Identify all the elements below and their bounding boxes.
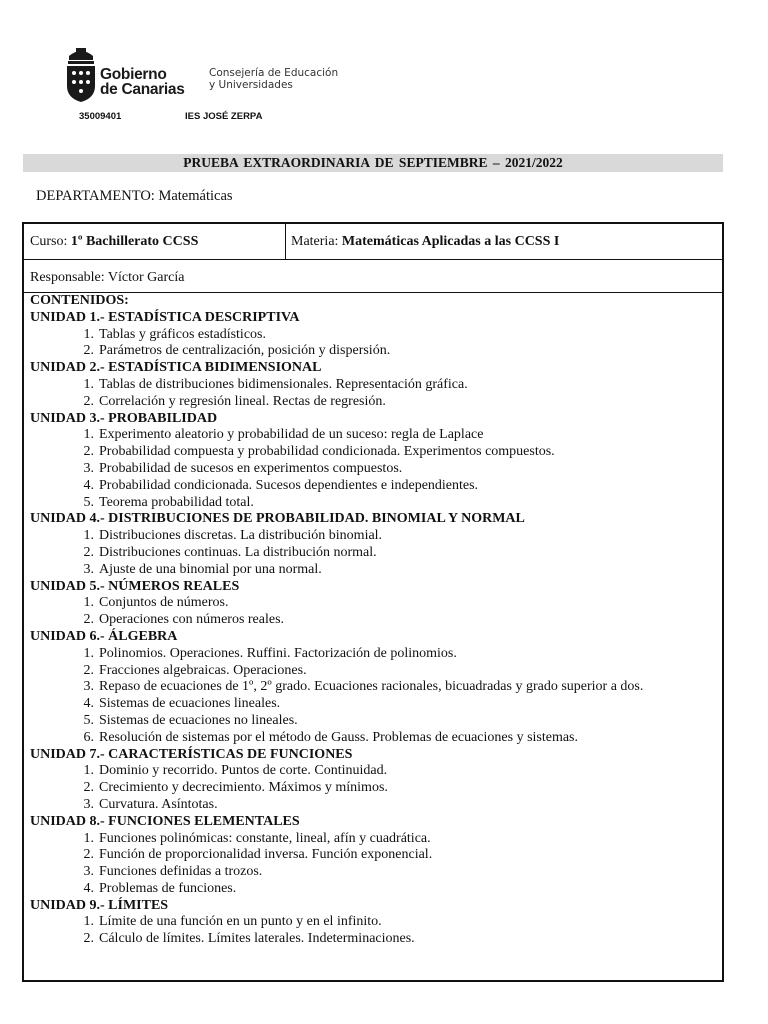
list-item-number: 3.	[83, 460, 94, 476]
subject-value: Matemáticas Aplicadas a las CCSS I	[341, 234, 560, 249]
list-item	[30, 444, 718, 461]
course-value: 1º Bachillerato CCSS	[70, 234, 199, 249]
unit-heading: UNIDAD 6.- ÁLGEBRA	[30, 628, 178, 644]
list-item	[30, 763, 718, 780]
list-item-number: 2.	[83, 444, 94, 460]
list-item-text: Distribuciones discretas. La distribución binomial.	[99, 528, 383, 544]
list-item	[30, 495, 718, 512]
list-item-text: Problemas de funciones.	[99, 880, 237, 896]
list-item	[30, 646, 718, 663]
list-item-text: Funciones polinómicas: constante, lineal, afín y cuadrática.	[99, 830, 431, 846]
list-item-text: Operaciones con números reales.	[99, 612, 285, 628]
list-item	[30, 343, 718, 360]
list-item-text: Sistemas de ecuaciones lineales.	[99, 696, 281, 712]
list-item	[30, 528, 718, 545]
list-item	[30, 730, 718, 747]
list-item-text: Sistemas de ecuaciones no lineales.	[99, 712, 298, 728]
list-item-text: Fracciones algebraicas. Operaciones.	[99, 662, 307, 678]
ministry-line1: Consejería de Educación	[209, 67, 339, 79]
list-item	[30, 679, 718, 696]
list-item-number: 2.	[83, 847, 94, 863]
list-item-number: 3.	[83, 864, 94, 880]
contents-heading: CONTENIDOS:	[30, 293, 129, 308]
list-item	[30, 797, 718, 814]
unit-heading: UNIDAD 2.- ESTADÍSTICA BIDIMENSIONAL	[30, 360, 322, 376]
list-item-text: Límite de una función en un punto y en el infinito.	[99, 914, 382, 930]
government-name	[100, 67, 185, 97]
unit-heading: UNIDAD 9.- LÍMITES	[30, 897, 169, 913]
list-item	[30, 478, 718, 495]
list-item	[30, 612, 718, 629]
ministry-line2: y Universidades	[209, 78, 293, 91]
list-item-number: 1.	[83, 326, 94, 342]
list-item-number: 2.	[83, 343, 94, 359]
list-item-number: 3.	[83, 796, 94, 812]
list-item-number: 1.	[83, 376, 94, 392]
government-name-line1: Gobierno	[100, 66, 167, 83]
ministry-name	[209, 68, 338, 91]
course-info-table	[22, 222, 724, 982]
list-item-text: Tablas de distribuciones bidimensionales. Representación gráfica.	[99, 376, 468, 392]
course-cell	[24, 224, 286, 259]
list-item-text: Experimento aleatorio y probabilidad de un suceso: regla de Laplace	[99, 427, 484, 443]
list-item-text: Cálculo de límites. Límites laterales. Indeterminaciones.	[99, 931, 415, 947]
center-name: IES JOSÉ ZERPA	[185, 111, 263, 122]
department-line: DEPARTAMENTO: Matemáticas	[36, 188, 233, 204]
list-item-number: 1.	[83, 427, 94, 443]
list-item	[30, 696, 718, 713]
list-item-text: Probabilidad condicionada. Sucesos dependientes e independientes.	[99, 477, 479, 493]
list-item-number: 3.	[83, 679, 94, 695]
list-item-text: Resolución de sistemas por el método de Gauss. Problemas de ecuaciones y sistemas.	[99, 729, 579, 745]
unit-heading: UNIDAD 1.- ESTADÍSTICA DESCRIPTIVA	[30, 309, 300, 325]
list-item-text: Tablas y gráficos estadísticos.	[99, 326, 266, 342]
list-item	[30, 780, 718, 797]
list-item-text: Función de proporcionalidad inversa. Función exponencial.	[99, 847, 433, 863]
responsible-row: Responsable: Víctor García	[24, 260, 722, 293]
list-item	[30, 562, 718, 579]
list-item	[30, 427, 718, 444]
course-label: Curso:	[30, 234, 71, 249]
list-item-number: 2.	[83, 662, 94, 678]
list-item-text: Ajuste de una binomial por una normal.	[99, 561, 322, 577]
unit-heading: UNIDAD 8.- FUNCIONES ELEMENTALES	[30, 813, 300, 829]
list-item-text: Correlación y regresión lineal. Rectas de regresión.	[99, 393, 386, 409]
list-item-number: 1.	[83, 830, 94, 846]
list-item	[30, 394, 718, 411]
list-item-number: 4.	[83, 880, 94, 896]
list-item	[30, 595, 718, 612]
list-item	[30, 864, 718, 881]
list-item-number: 1.	[83, 763, 94, 779]
list-item	[30, 713, 718, 730]
list-item	[30, 377, 718, 394]
list-item-number: 5.	[83, 712, 94, 728]
list-item-number: 1.	[83, 528, 94, 544]
list-item-number: 2.	[83, 544, 94, 560]
list-item	[30, 663, 718, 680]
unit-heading: UNIDAD 7.- CARACTERÍSTICAS DE FUNCIONES	[30, 746, 353, 762]
list-item-number: 2.	[83, 393, 94, 409]
list-item-text: Probabilidad compuesta y probabilidad condicionada. Experimentos compuestos.	[99, 444, 555, 460]
government-logo	[64, 46, 364, 106]
list-item	[30, 931, 718, 948]
list-item	[30, 881, 718, 898]
list-item	[30, 914, 718, 931]
contents-section	[30, 293, 718, 948]
list-item-text: Curvatura. Asíntotas.	[99, 796, 218, 812]
list-item-number: 3.	[83, 561, 94, 577]
list-item-text: Distribuciones continuas. La distribución normal.	[99, 544, 377, 560]
list-item-text: Teorema probabilidad total.	[99, 494, 254, 510]
list-item	[30, 461, 718, 478]
list-item-number: 2.	[83, 931, 94, 947]
unit-heading: UNIDAD 3.- PROBABILIDAD	[30, 410, 218, 426]
list-item-number: 1.	[83, 645, 94, 661]
list-item-number: 2.	[83, 780, 94, 796]
unit-heading: UNIDAD 4.- DISTRIBUCIONES DE PROBABILIDAD. BINOMIAL Y NORMAL	[30, 511, 525, 527]
center-code: 35009401	[79, 111, 122, 122]
list-item-number: 2.	[83, 612, 94, 628]
list-item-text: Probabilidad de sucesos en experimentos compuestos.	[99, 460, 403, 476]
list-item-text: Conjuntos de números.	[99, 595, 229, 611]
list-item-number: 6.	[83, 729, 94, 745]
list-item-text: Repaso de ecuaciones de 1º, 2º grado. Ecuaciones racionales, bicuadradas y grado superior a dos.	[99, 679, 644, 695]
unit-heading: UNIDAD 5.- NÚMEROS REALES	[30, 578, 240, 594]
list-item-text: Funciones definidas a trozos.	[99, 864, 263, 880]
list-item-text: Dominio y recorrido. Puntos de corte. Continuidad.	[99, 763, 388, 779]
course-subject-row	[24, 224, 722, 260]
list-item-text: Parámetros de centralización, posición y dispersión.	[99, 343, 391, 359]
list-item-number: 1.	[83, 595, 94, 611]
list-item	[30, 327, 718, 344]
list-item-text: Polinomios. Operaciones. Ruffini. Factorización de polinomios.	[99, 645, 457, 661]
coat-of-arms-icon	[64, 46, 98, 104]
list-item-text: Crecimiento y decrecimiento. Máximos y mínimos.	[99, 780, 388, 796]
list-item-number: 4.	[83, 477, 94, 493]
government-name-line2: de Canarias	[100, 81, 185, 98]
list-item-number: 4.	[83, 696, 94, 712]
list-item-number: 5.	[83, 494, 94, 510]
exam-title-banner: PRUEBA EXTRAORDINARIA DE SEPTIEMBRE – 2021/2022	[23, 154, 723, 172]
list-item	[30, 847, 718, 864]
subject-label: Materia:	[291, 234, 342, 249]
list-item-number: 1.	[83, 914, 94, 930]
list-item	[30, 831, 718, 848]
list-item	[30, 545, 718, 562]
